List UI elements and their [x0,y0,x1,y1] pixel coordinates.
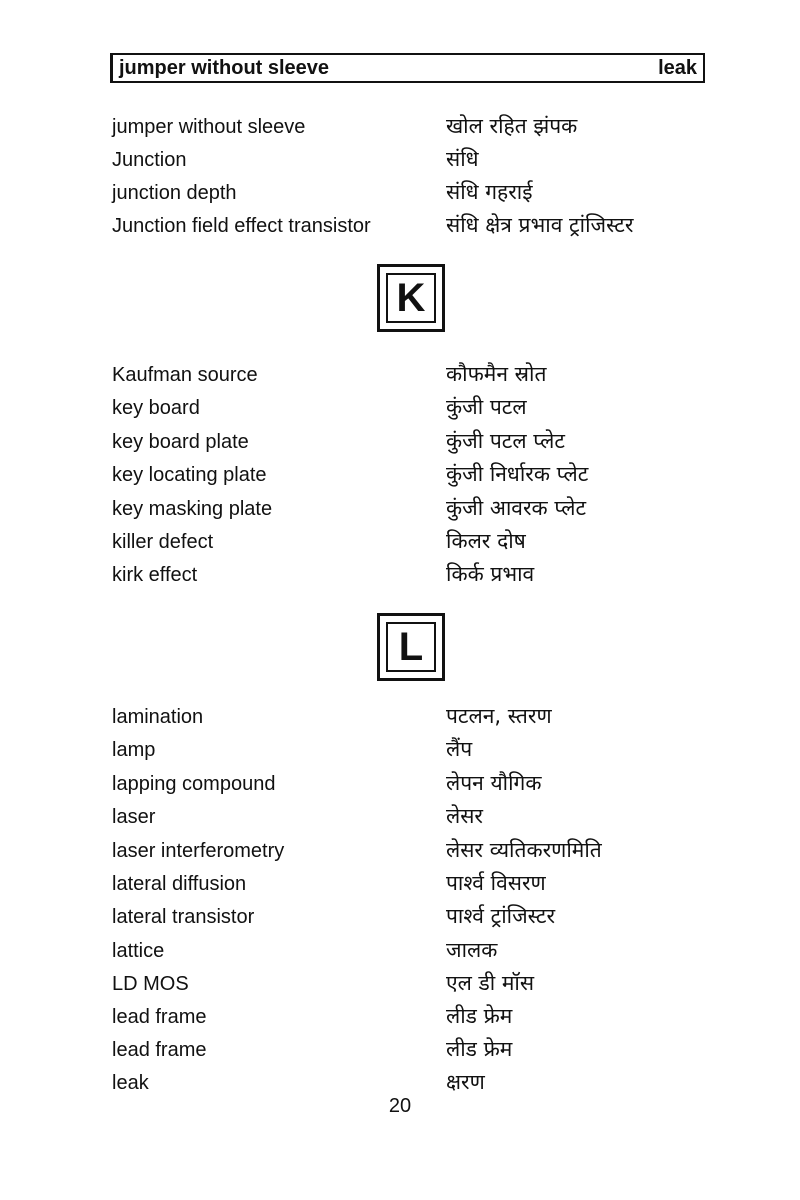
entry-row [0,700,800,733]
english-term: Junction field effect transistor [112,215,371,237]
hindi-term: क्षरण [446,1070,485,1094]
english-term: key board plate [112,431,249,453]
entry-row [0,458,800,491]
entry-row [0,1033,800,1066]
entry-row [0,834,800,867]
entry-row [0,558,800,591]
hindi-term: पार्श्व ट्रांजिस्टर [446,904,556,928]
hindi-term: संधि क्षेत्र प्रभाव ट्रांजिस्टर [446,213,634,237]
entry-row [0,1000,800,1033]
entry-row [0,800,800,833]
page-number: 20 [388,1095,412,1117]
entry-row [0,176,800,209]
header-last-term: leak [658,56,697,79]
entry-row [0,733,800,766]
section-letter-k [377,264,445,332]
entry-row [0,209,800,242]
hindi-term: किलर दोष [446,529,526,553]
hindi-term: लेसर [446,804,484,828]
hindi-term: जालक [446,938,498,962]
english-term: junction depth [112,182,237,204]
english-term: lateral diffusion [112,873,247,895]
english-term: kirk effect [112,564,198,586]
english-term: lamp [112,739,156,761]
entry-row [0,867,800,900]
hindi-term: संधि [446,147,479,171]
hindi-term: पार्श्व विसरण [446,871,546,895]
english-term: lattice [112,940,165,962]
entry-row [0,934,800,967]
running-header [110,53,705,83]
hindi-term: लेपन यौगिक [446,771,542,795]
entry-row [0,110,800,143]
hindi-term: कौफमैन स्रोत [446,362,547,386]
english-term: leak [112,1072,149,1094]
english-term: lapping compound [112,773,276,795]
hindi-term: लीड फ्रेम [446,1037,513,1061]
entry-row [0,358,800,391]
section-letter-l [377,613,445,681]
entry-row [0,391,800,424]
section-letter: L [398,625,424,669]
english-term: jumper without sleeve [112,116,306,138]
hindi-term: कुंजी पटल [446,395,527,419]
hindi-term: लीड फ्रेम [446,1004,513,1028]
english-term: laser [112,806,156,828]
english-term: lamination [112,706,204,728]
hindi-term: कुंजी आवरक प्लेट [446,496,587,520]
hindi-term: पटलन, स्तरण [446,704,552,728]
hindi-term: कुंजी पटल प्लेट [446,429,565,453]
english-term: lead frame [112,1039,207,1061]
entry-row [0,900,800,933]
hindi-term: किर्क प्रभाव [446,562,535,586]
entry-row [0,767,800,800]
english-term: LD MOS [112,973,189,995]
section-letter: K [396,276,426,320]
entry-row [0,525,800,558]
english-term: key locating plate [112,464,267,486]
english-term: lateral transistor [112,906,255,928]
english-term: Junction [112,149,187,171]
entry-row [0,425,800,458]
english-term: Kaufman source [112,364,258,386]
hindi-term: लैंप [446,737,473,761]
entry-row [0,143,800,176]
english-term: key masking plate [112,498,273,520]
english-term: key board [112,397,200,419]
hindi-term: एल डी मॉस [446,971,535,995]
hindi-term: संधि गहराई [446,180,533,204]
english-term: laser interferometry [112,840,285,862]
header-first-term: jumper without sleeve [119,56,330,79]
entry-row [0,967,800,1000]
hindi-term: कुंजी निर्धारक प्लेट [446,462,589,486]
hindi-term: लेसर व्यतिकरणमिति [446,838,602,862]
english-term: lead frame [112,1006,207,1028]
english-term: killer defect [112,531,214,553]
hindi-term: खोल रहित झंपक [446,114,578,138]
entry-row [0,492,800,525]
